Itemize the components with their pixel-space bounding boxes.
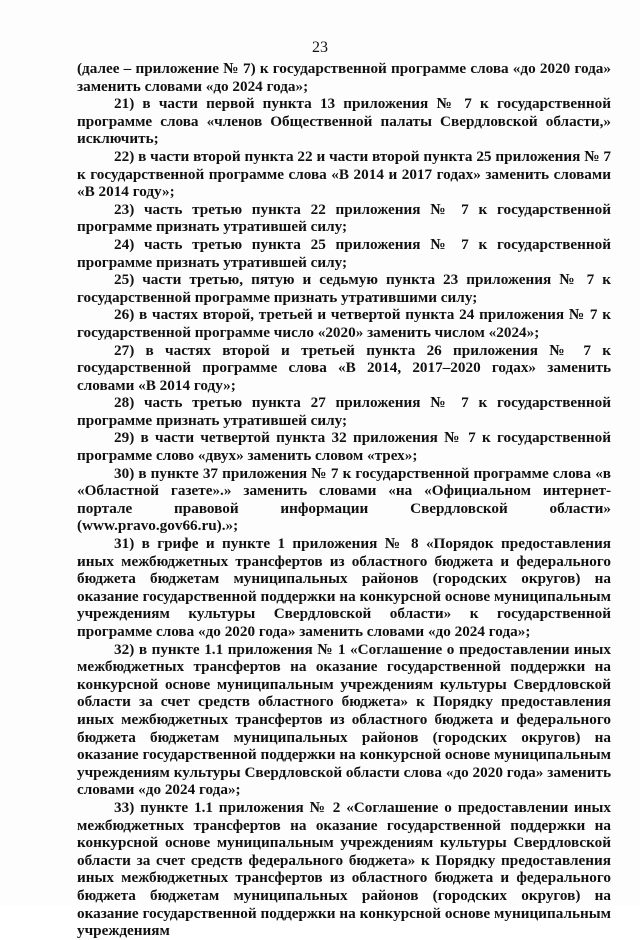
- paragraph-item-24: 24) часть третью пункта 25 приложения № 7 к государственной программе признать утратившей силу;: [77, 235, 611, 271]
- paragraph-item-30: 30) в пункте 37 приложения № 7 к государственной программе слова «в «Областной газете».» заменить словами «на «Официальном интернет-портале правовой информации Свердловской области» (www.pravo.gov66.ru).»;: [77, 464, 611, 535]
- paragraph-item-22: 22) в части второй пункта 22 и части второй пункта 25 приложения № 7 к государственной программе слова «В 2014 и 2017 годах» заменить словами «В 2014 году»;: [77, 147, 611, 201]
- paragraph-item-25: 25) части третью, пятую и седьмую пункта 23 приложения № 7 к государственной программе признать утратившими силу;: [77, 271, 611, 306]
- paragraph-continuation: (далее – приложение № 7) к государственной программе слова «до 2020 года» заменить словами «до 2024 года»;: [77, 60, 611, 95]
- paragraph-item-31: 31) в грифе и пункте 1 приложения № 8 «Порядок предоставления иных межбюджетных трансфертов из областного бюджета и федерального бюджета бюджетам муниципальных районов (городских округов) на оказание государственной поддержки на конкурсной основе муниципальным учреждениям культуры Свердловской области» к государственной программе слова «до 2020 года» заменить словами «до 2024 года»;: [77, 535, 611, 640]
- paragraph-item-27: 27) в частях второй и третьей пункта 26 приложения № 7 к государственной программе слова «В 2014, 2017–2020 годах» заменить словами «В 2014 году»;: [77, 341, 611, 394]
- paragraph-item-21: 21) в части первой пункта 13 приложения № 7 к государственной программе слова «членов Общественной палаты Свердловской области,» исключить;: [77, 95, 611, 148]
- paragraph-item-28: 28) часть третью пункта 27 приложения № 7 к государственной программе признать утратившей силу;: [77, 394, 611, 429]
- paragraph-item-26: 26) в частях второй, третьей и четвертой пункта 24 приложения № 7 к государственной программе число «2020» заменить числом «2024»;: [77, 306, 611, 341]
- document-body: [77, 60, 611, 940]
- page-number: 23: [312, 39, 328, 56]
- paragraph-item-29: 29) в части четвертой пункта 32 приложения № 7 к государственной программе слово «двух» заменить словом «трех»;: [77, 429, 611, 465]
- paragraph-item-33: 33) пункте 1.1 приложения № 2 «Соглашение о предоставлении иных межбюджетных трансфертов на оказание государственной поддержки на конкурсной основе муниципальным учреждениям культуры Свердловской области за счет средств федерального бюджета» к Порядку предоставления иных межбюджетных трансфертов из областного бюджета и федерального бюджета бюджетам муниципальных районов (городских округов) на оказание государственной поддержки на конкурсной основе муниципальным учреждениям: [77, 798, 611, 940]
- paragraph-item-32: 32) в пункте 1.1 приложения № 1 «Соглашение о предоставлении иных межбюджетных трансфертов на оказание государственной поддержки на конкурсной основе муниципальным учреждениям культуры Свердловской области за счет средств областного бюджета» к Порядку предоставления иных межбюджетных трансфертов из областного бюджета и федерального бюджета бюджетам муниципальных районов (городских округов) на оказание государственной поддержки на конкурсной основе муниципальным учреждениям культуры Свердловской области слова «до 2020 года» заменить словами «до 2024 года»;: [77, 640, 611, 799]
- paragraph-item-23: 23) часть третью пункта 22 приложения № 7 к государственной программе признать утратившей силу;: [77, 200, 611, 236]
